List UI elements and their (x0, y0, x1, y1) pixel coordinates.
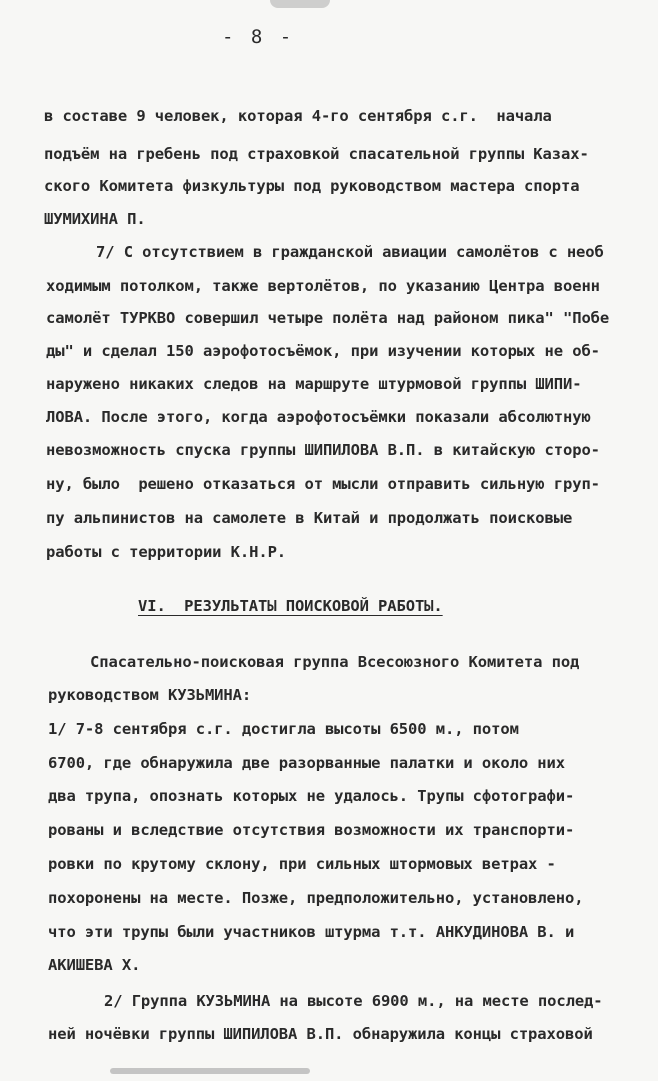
text-line: 2/ Группа КУЗЬМИНА на высоте 6900 м., на месте послед- (104, 992, 603, 1010)
text-line: ды" и сделал 150 аэрофотосъёмок, при изучении которых не об- (46, 342, 600, 360)
text-line: ШУМИХИНА П. (44, 210, 146, 228)
text-line: в составе 9 человек, которая 4-го сентября с.г. начала (44, 107, 552, 125)
section-heading: VI. РЕЗУЛЬТАТЫ ПОИСКОВОЙ РАБОТЫ. (138, 597, 443, 615)
text-line: ней ночёвки группы ШИПИЛОВА В.П. обнаружила концы страховой (48, 1025, 593, 1043)
text-line: невозможность спуска группы ШИПИЛОВА В.П. в китайскую сторо- (46, 441, 600, 459)
text-line: пу альпинистов на самолете в Китай и продолжать поисковые (46, 509, 573, 527)
text-line: 1/ 7-8 сентября с.г. достигла высоты 6500 м., потом (48, 720, 519, 738)
text-line: 6700, где обнаружила две разорванные палатки и около них (48, 754, 565, 772)
text-line: два трупа, опознать которых не удалось. Трупы сфотографи- (48, 787, 575, 805)
scan-edge-mark (110, 1068, 310, 1074)
text-line: ЛОВА. После этого, когда аэрофотосъёмки показали абсолютную (46, 408, 591, 426)
text-line: подъём на гребень под страховкой спасательной группы Казах- (44, 145, 589, 163)
text-line: ну, было решено отказаться от мысли отправить сильную груп- (46, 475, 600, 493)
scan-smudge (270, 0, 330, 8)
text-line: АКИШЕВА Х. (48, 956, 141, 974)
text-line: 7/ С отсутствием в гражданской авиации самолётов с необ (96, 243, 604, 261)
text-line: самолёт ТУРКВО совершил четыре полёта над районом пика" "Побе (46, 309, 610, 327)
text-line: руководством КУЗЬМИНА: (48, 686, 252, 704)
page-number: - 8 - (222, 26, 295, 48)
text-line: Спасательно-поисковая группа Всесоюзного Комитета под (90, 653, 580, 671)
text-line: рованы и вследствие отсутствия возможности их транспорти- (48, 821, 575, 839)
text-line: ского Комитета физкультуры под руководством мастера спорта (44, 177, 580, 195)
text-line: наружено никаких следов на маршруте штурмовой группы ШИПИ- (46, 375, 582, 393)
text-line: работы с территории К.Н.Р. (46, 543, 287, 561)
text-line: похоронены на месте. Позже, предположительно, установлено, (48, 889, 584, 907)
text-line: ровки по крутому склону, при сильных штормовых ветрах - (48, 855, 556, 873)
text-line: ходимым потолком, также вертолётов, по указанию Центра военн (46, 277, 600, 295)
text-line: что эти трупы были участников штурма т.т. АНКУДИНОВА В. и (48, 923, 575, 941)
